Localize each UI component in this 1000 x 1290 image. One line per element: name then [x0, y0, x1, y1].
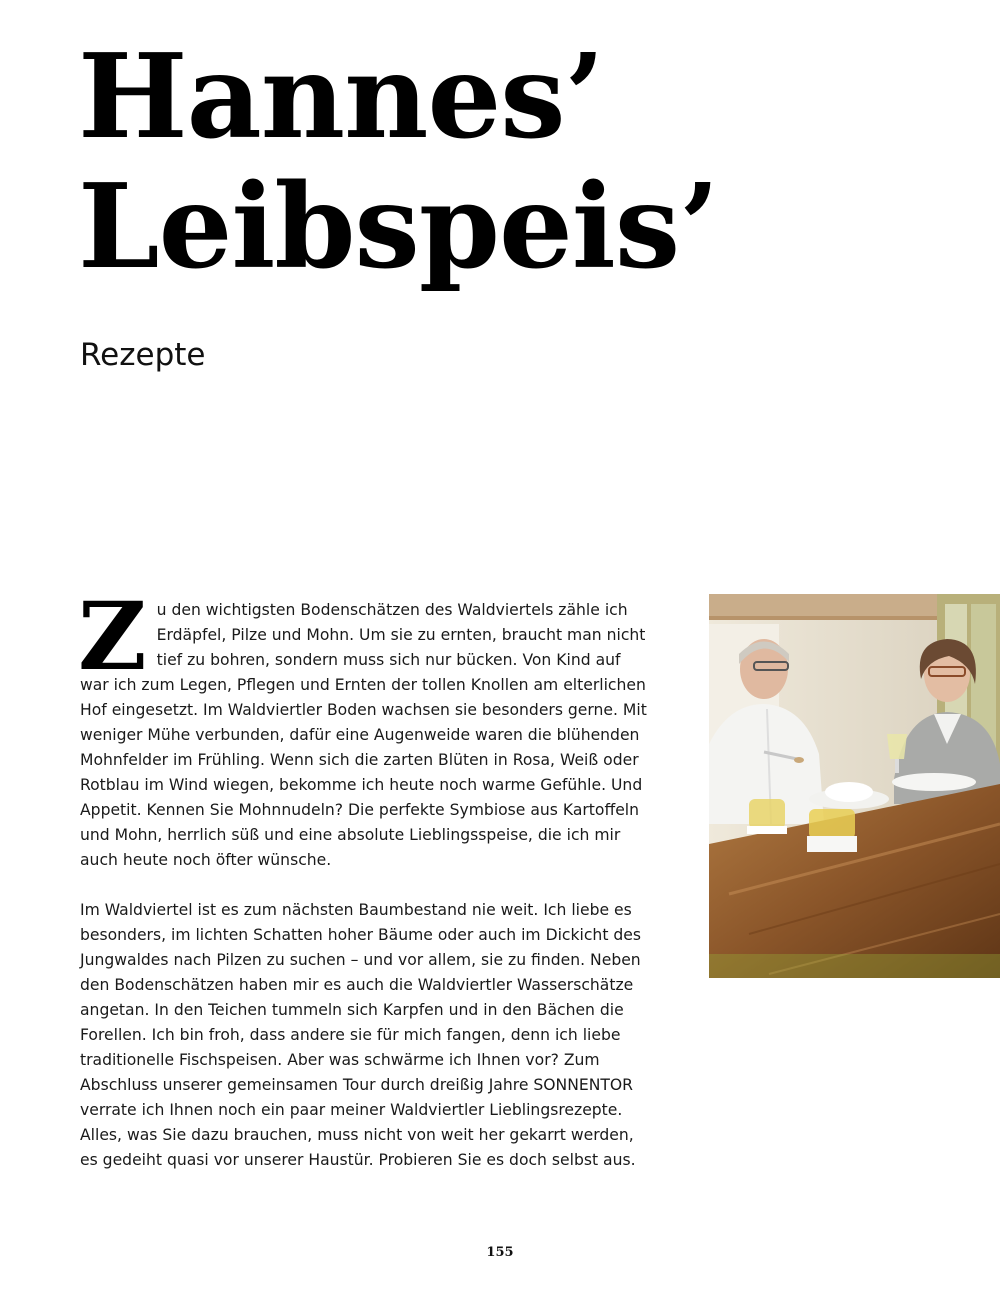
paragraph-1-text: u den wichtigsten Bodenschätzen des Waldviertels zähle ich Erdäpfel, Pilze und Mohn. Um sie zu ernten, braucht man nicht tief zu bohren, sondern muss sich nur bücken. Von Kind auf war ich zum Legen, Pflegen und Ernten der tollen Knollen am elterlichen Hof eingesetzt. Im Waldviertler Boden wachsen sie besonders gerne. Mit weniger Mühe verbunden, dafür eine Augenweide waren die blühenden Mohnfelder im Frühling. Wenn sich die zarten Blüten in Rosa, Weiß oder Rotblau im Wind wiegen, bekomme ich heute noch warme Gefühle. Und Appetit. Kennen Sie Mohnnudeln? Die perfekte Symbiose aus Kartoffeln und Mohn, herrlich süß und eine absolute Lieblingsspeise, die ich mir auch heute noch öfter wünsche.	[80, 601, 647, 869]
drop-cap: Z	[78, 582, 147, 692]
article-paragraph-1	[78, 582, 650, 873]
dining-couple-photo	[709, 594, 1000, 978]
page-number: 155	[486, 1245, 514, 1260]
article-paragraph-2: Im Waldviertel ist es zum nächsten Baumbestand nie weit. Ich liebe es besonders, im lichten Schatten hoher Bäume oder auch im Dickicht des Jungwaldes nach Pilzen zu suchen – und vor allem, sie zu finden. Neben den Bodenschätzen haben mir es auch die Waldviertler Wasserschätze angetan. In den Teichen tummeln sich Karpfen und in den Bächen die Forellen. Ich bin froh, dass andere sie für mich fangen, denn ich liebe traditionelle Fischspeisen. Aber was schwärme ich Ihnen vor? Zum Abschluss unserer gemeinsamen Tour durch dreißig Jahre SONNENTOR verrate ich Ihnen noch ein paar meiner Waldviertler Lieblingsrezepte. Alles, was Sie dazu brauchen, muss nicht von weit her gekarrt werden, es gedeiht quasi vor unserer Haustür. Probieren Sie es doch selbst aus.	[80, 901, 642, 1169]
article-body	[78, 582, 650, 1173]
page-subtitle: Rezepte	[80, 337, 206, 373]
title-line-1: Hannes’	[78, 29, 604, 165]
page-title	[78, 29, 719, 295]
title-line-2: Leibspeis’	[78, 159, 719, 295]
